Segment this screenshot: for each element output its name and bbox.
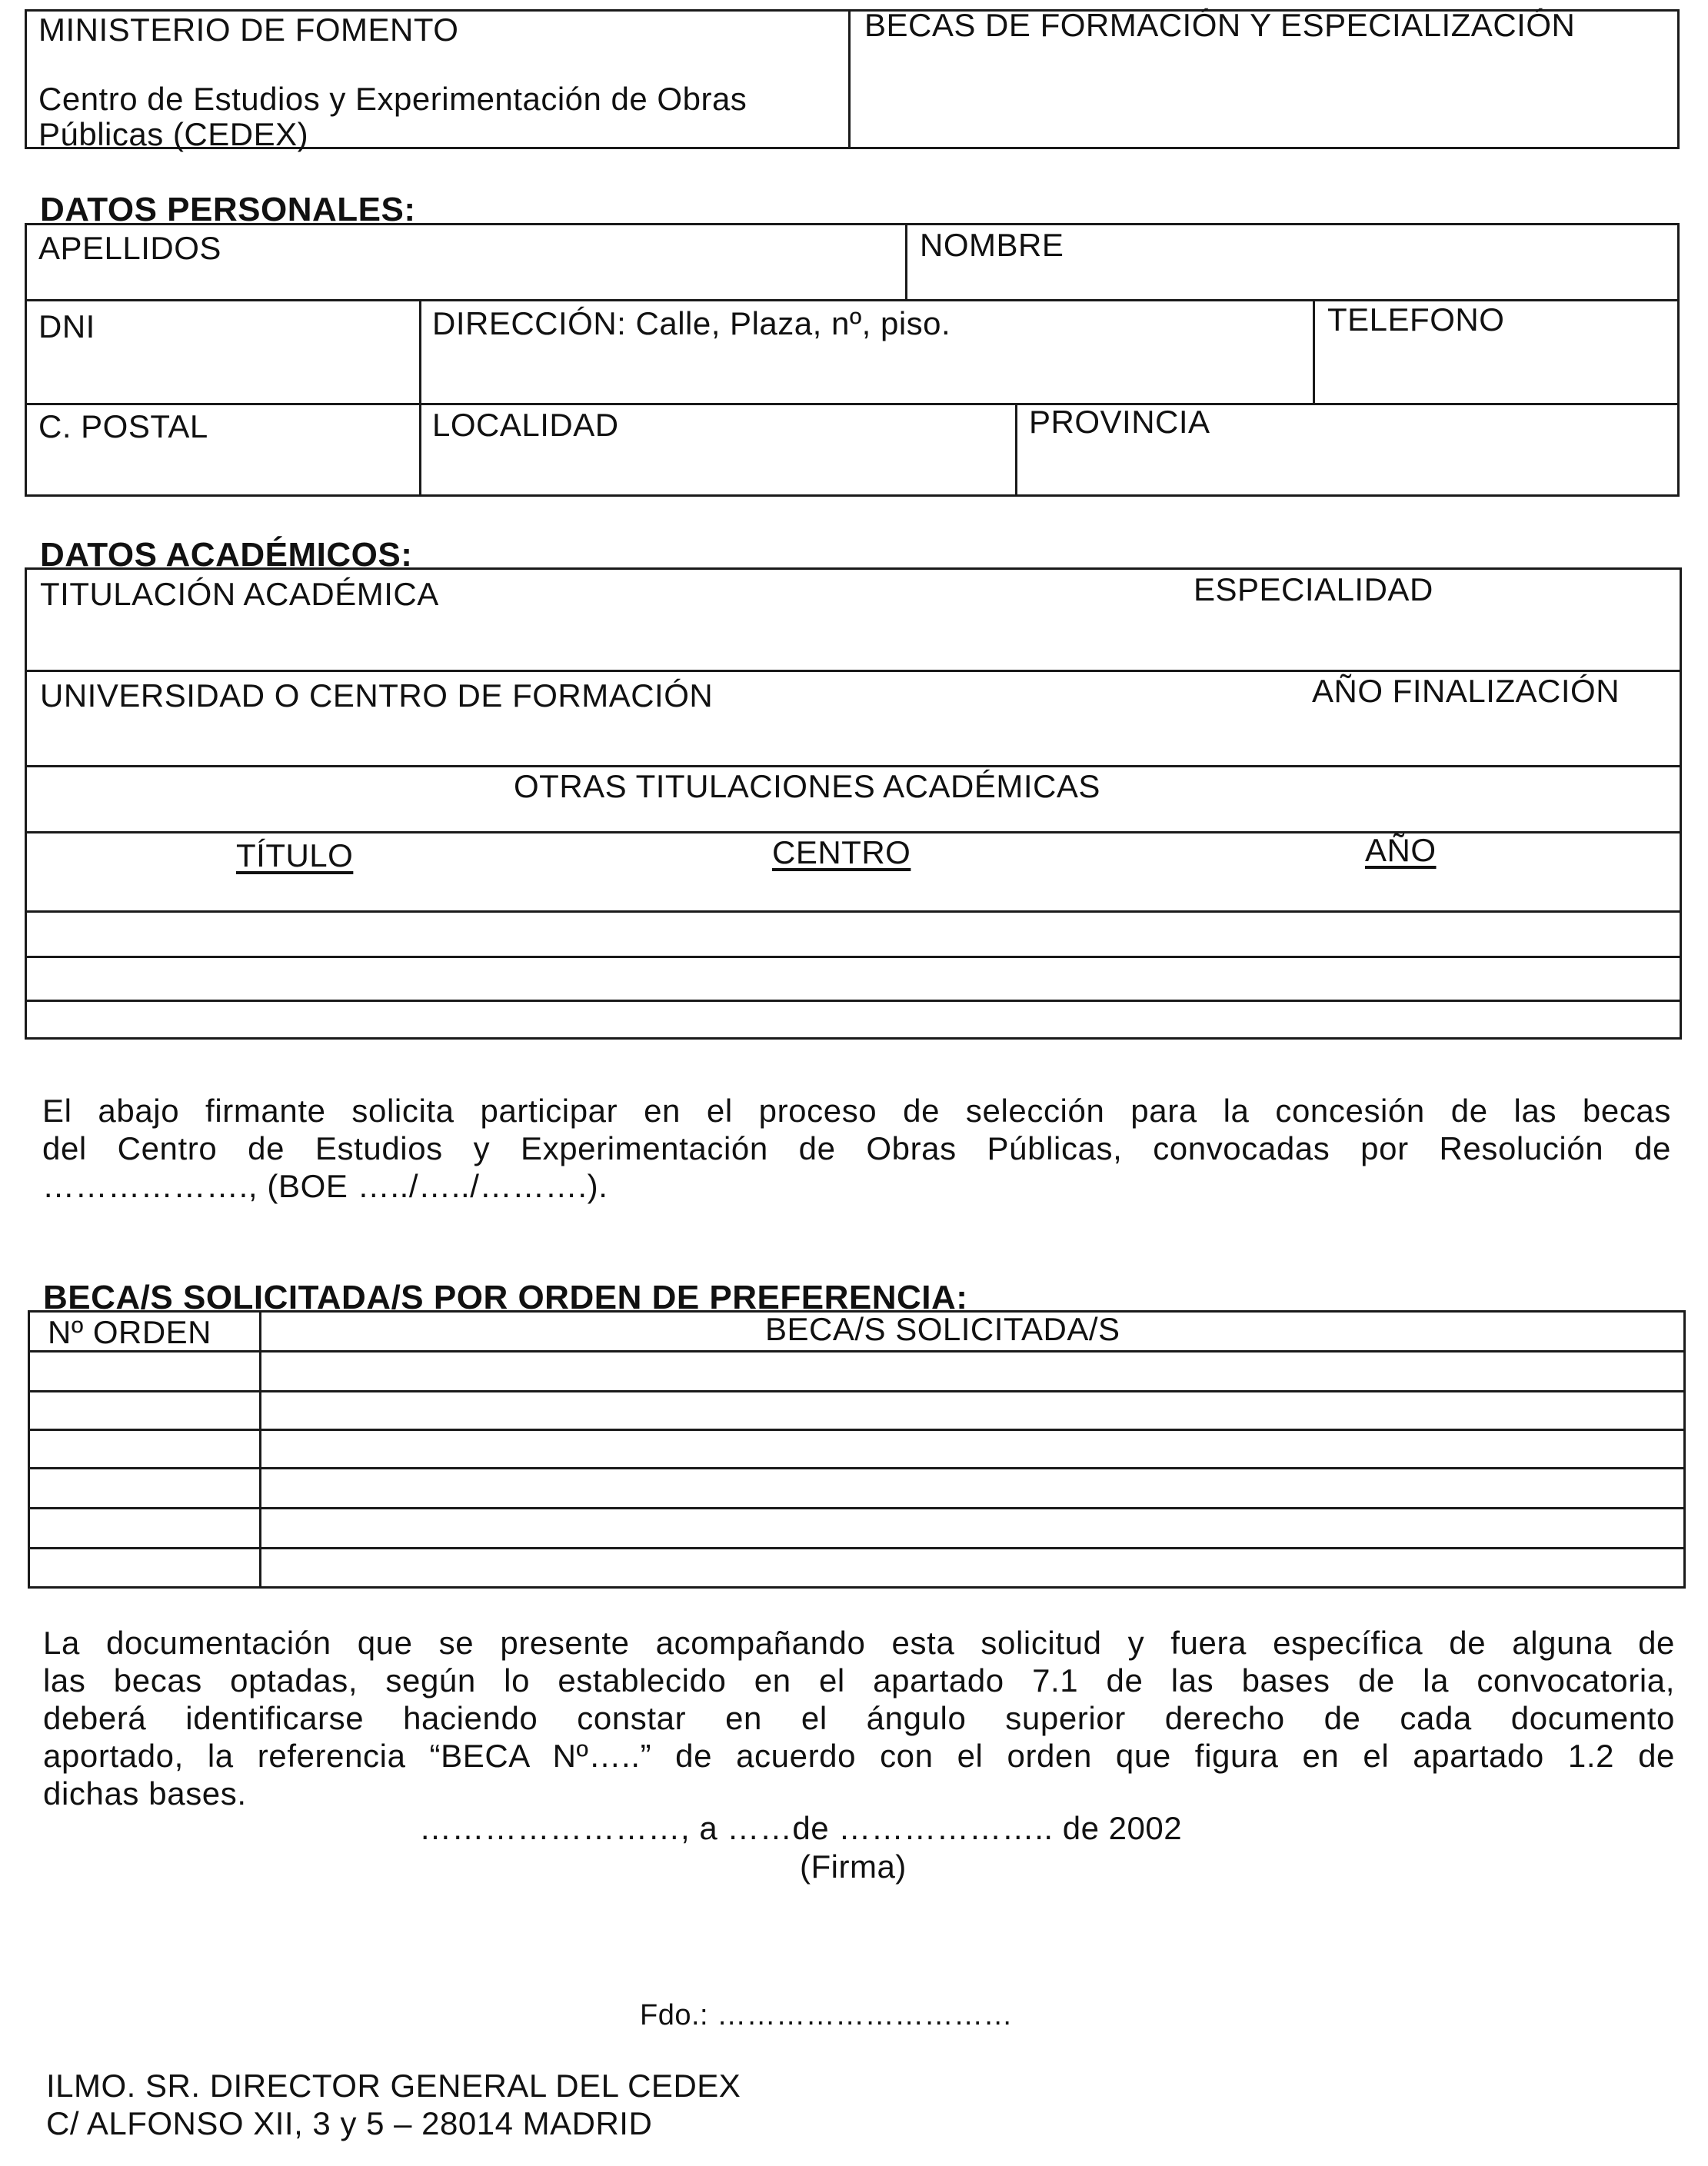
academic-row-divider-1 [25,670,1682,672]
becas-row-divider-2 [28,1390,1686,1392]
personal-col-dni [419,299,421,497]
nombre-field[interactable]: NOMBRE [920,227,1064,263]
postal-field[interactable]: C. POSTAL [38,408,208,444]
otras-titulaciones-heading: OTRAS TITULACIONES ACADÉMICAS [514,768,1100,804]
becas-row-divider-1 [28,1350,1686,1353]
col-titulo-header: TÍTULO [236,837,354,873]
personal-section-title: DATOS PERSONALES: [40,191,416,228]
request-paragraph [42,1092,1671,1205]
dni-field[interactable]: DNI [38,308,95,344]
direccion-field[interactable]: DIRECCIÓN: Calle, Plaza, nº, piso. [432,305,951,341]
date-line: ……………………, a ……de ……………….. de 2002 [419,1810,1183,1846]
becas-row-divider-5 [28,1507,1686,1509]
becas-row-divider-6 [28,1547,1686,1549]
note-line-2: las becas optadas, según lo establecido en el apartado 7.1 de las bases de la convocatoria, [43,1662,1675,1699]
note-line-4: aportado, la referencia “BECA Nº…..” de acuerdo con el orden que figura en el apartado 1.2 de [43,1738,1675,1774]
note-line-1: La documentación que se presente acompañando esta solicitud y fuera específica de alguna de [43,1625,1675,1661]
personal-col-nombre [905,223,907,300]
anio-finalizacion-field[interactable]: AÑO FINALIZACIÓN [1312,673,1620,709]
localidad-field[interactable]: LOCALIDAD [432,407,619,443]
universidad-field[interactable]: UNIVERSIDAD O CENTRO DE FORMACIÓN [40,677,714,714]
note-line-5: dichas bases. [43,1775,247,1812]
personal-col-provincia [1015,403,1017,497]
addressee-line-1: ILMO. SR. DIRECTOR GENERAL DEL CEDEX [46,2068,741,2104]
academic-section-title: DATOS ACADÉMICOS: [40,536,413,574]
request-line-1: El abajo firmante solicita participar en el proceso de selección para la concesión de las becas [42,1093,1671,1129]
request-line-3: ………………., (BOE …../…../……….). [42,1168,608,1204]
note-paragraph [43,1624,1675,1812]
center-name-line1: Centro de Estudios y Experimentación de Obras [38,81,747,117]
col-orden-header: Nº ORDEN [48,1314,212,1350]
titulacion-field[interactable]: TITULACIÓN ACADÉMICA [40,576,439,612]
fdo-line: Fdo.: ………………………… [640,1999,1014,2031]
becas-row-divider-3 [28,1429,1686,1431]
academic-row-divider-6 [25,1000,1682,1002]
becas-section-title: BECA/S SOLICITADA/S POR ORDEN DE PREFERENCIA: [43,1279,968,1316]
personal-row-divider-2 [25,403,1680,405]
becas-row-divider-4 [28,1467,1686,1469]
firma-label: (Firma) [800,1848,907,1885]
apellidos-field[interactable]: APELLIDOS [38,230,221,266]
academic-row-divider-4 [25,910,1682,913]
academic-row-divider-2 [25,765,1682,767]
telefono-field[interactable]: TELEFONO [1327,301,1505,338]
academic-row-divider-5 [25,956,1682,958]
personal-box [25,223,1680,497]
col-anio-header: AÑO [1365,832,1437,868]
note-line-3: deberá identificarse haciendo constar en el ángulo superior derecho de cada documento [43,1700,1675,1736]
center-name-line2: Públicas (CEDEX) [38,116,309,152]
provincia-field[interactable]: PROVINCIA [1029,404,1210,440]
request-line-2: del Centro de Estudios y Experimentación de Obras Públicas, convocadas por Resolución de [42,1130,1671,1166]
program-title: BECAS DE FORMACIÓN Y ESPECIALIZACIÓN [864,7,1576,43]
header-divider [848,9,851,149]
col-centro-header: CENTRO [772,834,911,870]
col-beca-header: BECA/S SOLICITADA/S [765,1311,1120,1347]
addressee-line-2: C/ ALFONSO XII, 3 y 5 – 28014 MADRID [46,2105,653,2141]
ministry-name: MINISTERIO DE FOMENTO [38,12,459,48]
personal-col-telefono [1313,299,1315,404]
especialidad-field[interactable]: ESPECIALIDAD [1194,571,1433,607]
